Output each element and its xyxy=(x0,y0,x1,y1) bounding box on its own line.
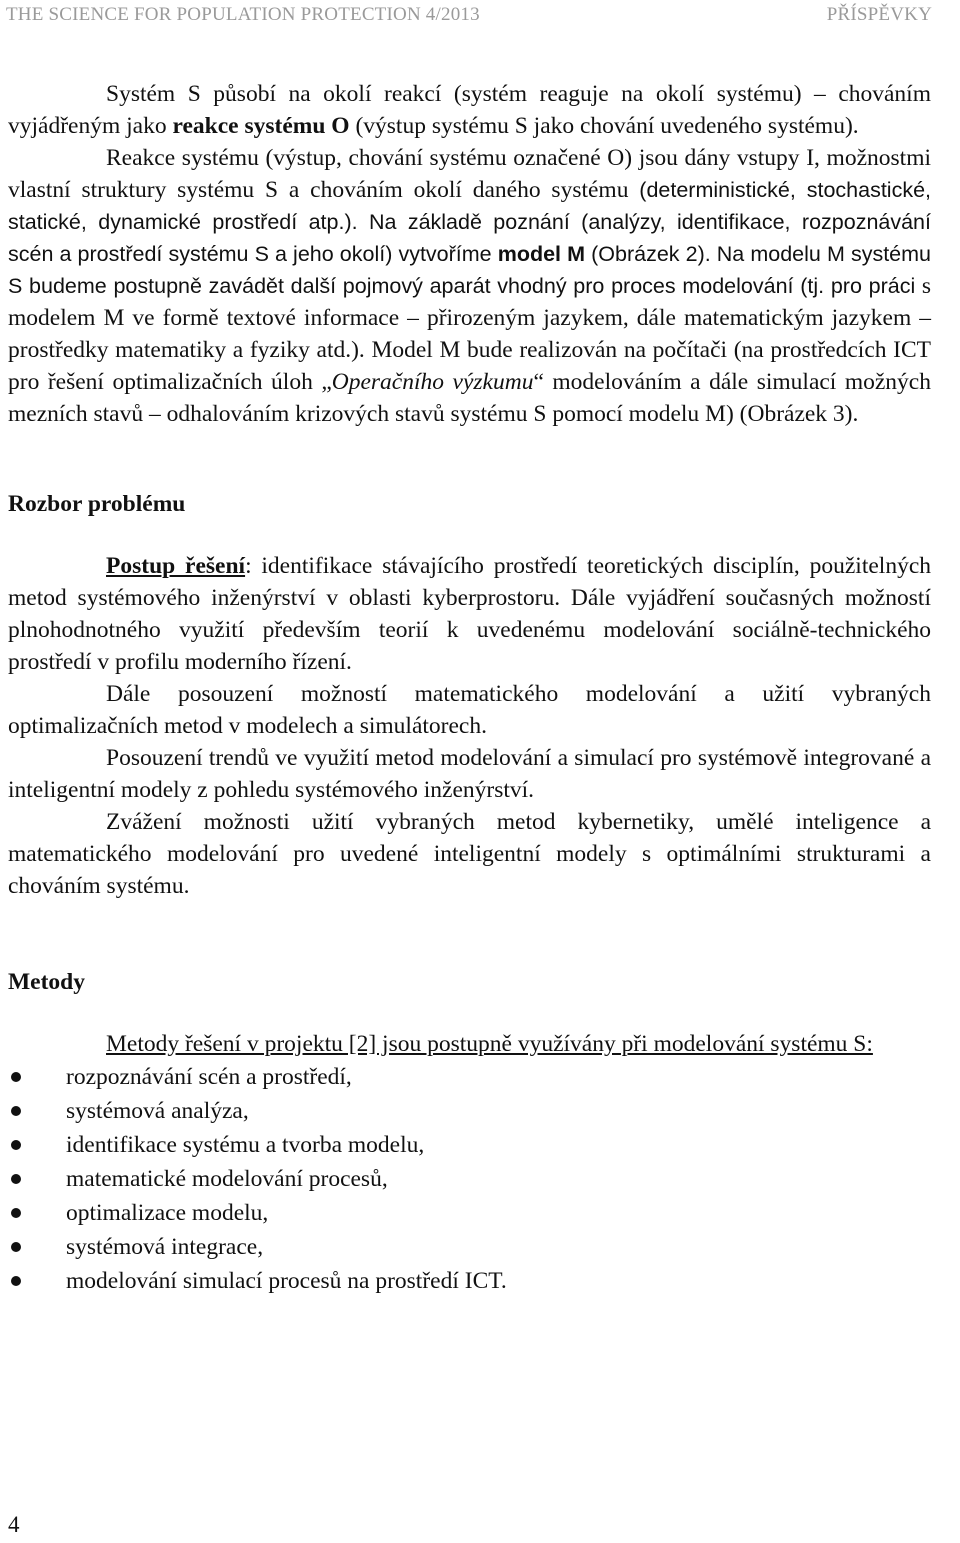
text-run-sans: (Obrázek 2). Na modelu M systému S budeme postupně zavádět další pojmový aparát vhodný pro proces modelování (tj. pro práci xyxy=(8,242,931,298)
list-item xyxy=(8,1230,931,1264)
paragraph-assessment: Dále posouzení možností matematického modelování a užití vybraných optimalizačních metod v modelech a simulátorech. xyxy=(8,681,931,739)
text-run: s modelem M ve formě textové informace – přirozeným jazykem, dále matematickým jazykem – prostředky matematiky a fyziky atd.). Model M bude realizován na počítači (na prostředcích ICT pro řešení optimalizačních úloh „ xyxy=(8,273,931,395)
bullet-icon xyxy=(11,1140,21,1150)
list-item-text: modelování simulací procesů na prostředí ICT. xyxy=(66,1268,507,1294)
list-item xyxy=(8,1264,931,1298)
bullet-icon xyxy=(11,1072,21,1082)
paragraph-solution-approach xyxy=(8,550,931,678)
paragraph-methods-intro: Metody řešení v projektu [2] jsou postupně využívány při modelování systému S: xyxy=(106,1031,873,1057)
term-system-reaction: reakce systému O xyxy=(172,113,350,139)
text-run: Reakce systému (výstup, chování systému označené O) jsou dány vstupy I, možnostmi vlastní struktury systému S a chováním okolí daného systému xyxy=(8,145,931,203)
page-header xyxy=(0,0,960,30)
text-run: Systém S působí na okolí reakcí (systém reaguje na okolí systému) – chováním vyjádřeným jako xyxy=(8,81,931,139)
list-item-text: matematické modelování procesů, xyxy=(66,1166,388,1192)
bullet-icon xyxy=(11,1174,21,1184)
list-item xyxy=(8,1128,931,1162)
paragraph-trends: Posouzení trendů ve využití metod modelování a simulací pro systémově integrované a inteligentní modely z pohledu systémového inženýrství. xyxy=(8,745,931,803)
text-run: : identifikace stávajícího prostředí teoretických disciplín, použitelných metod systémového inženýrství v oblasti kyberprostoru. Dále vyjádření současných možností plnohodnotného využití především teorií k uvedenému modelování sociálně-technického prostředí v profilu moderního řízení. xyxy=(8,553,931,675)
page-number: 4 xyxy=(8,1512,20,1537)
list-item-text: rozpoznávání scén a prostředí, xyxy=(66,1064,352,1090)
list-item xyxy=(8,1060,931,1094)
text-run: “ modelováním a dále simulací možných mezních stavů – odhalováním krizových stavů systému S pomocí modelu M) (Obrázek 3). xyxy=(8,369,931,427)
journal-title: THE SCIENCE FOR POPULATION PROTECTION 4/2013 xyxy=(6,4,480,25)
list-item-text: systémová analýza, xyxy=(66,1098,249,1124)
paragraph-model xyxy=(8,142,931,430)
label-solution-approach: Postup řešení xyxy=(106,553,246,579)
list-item-text: systémová integrace, xyxy=(66,1234,264,1260)
bullet-icon xyxy=(11,1208,21,1218)
bullet-icon xyxy=(11,1106,21,1116)
heading-methods: Metody xyxy=(8,969,86,995)
term-model-m: model M xyxy=(497,242,586,266)
text-run: (výstup systému S jako chování uvedeného systému). xyxy=(349,113,859,139)
heading-problem-analysis: Rozbor problému xyxy=(8,491,186,517)
article-body xyxy=(8,78,931,1298)
bullet-icon xyxy=(11,1276,21,1286)
paragraph-system-reaction xyxy=(8,78,931,142)
list-item-text: identifikace systému a tvorba modelu, xyxy=(66,1132,425,1158)
paragraph-consideration: Zvážení možnosti užití vybraných metod kybernetiky, umělé inteligence a matematického modelování pro uvedené inteligentní modely s optimálními strukturami a chováním systému. xyxy=(8,809,931,899)
list-item xyxy=(8,1162,931,1196)
list-item xyxy=(8,1094,931,1128)
section-label: PŘÍSPĚVKY xyxy=(826,4,932,25)
text-run-sans: (deterministické, stochastické, statické, dynamické prostředí atp.). Na základě poznání (analýzy, identifikace, rozpoznávání scén a prostředí systému S a jeho okolí) vytvoříme xyxy=(8,178,932,266)
list-item xyxy=(8,1196,931,1230)
term-operations-research: Operačního výzkumu xyxy=(331,369,534,395)
bullet-icon xyxy=(11,1242,21,1252)
methods-list xyxy=(8,1060,931,1298)
list-item-text: optimalizace modelu, xyxy=(66,1200,269,1226)
